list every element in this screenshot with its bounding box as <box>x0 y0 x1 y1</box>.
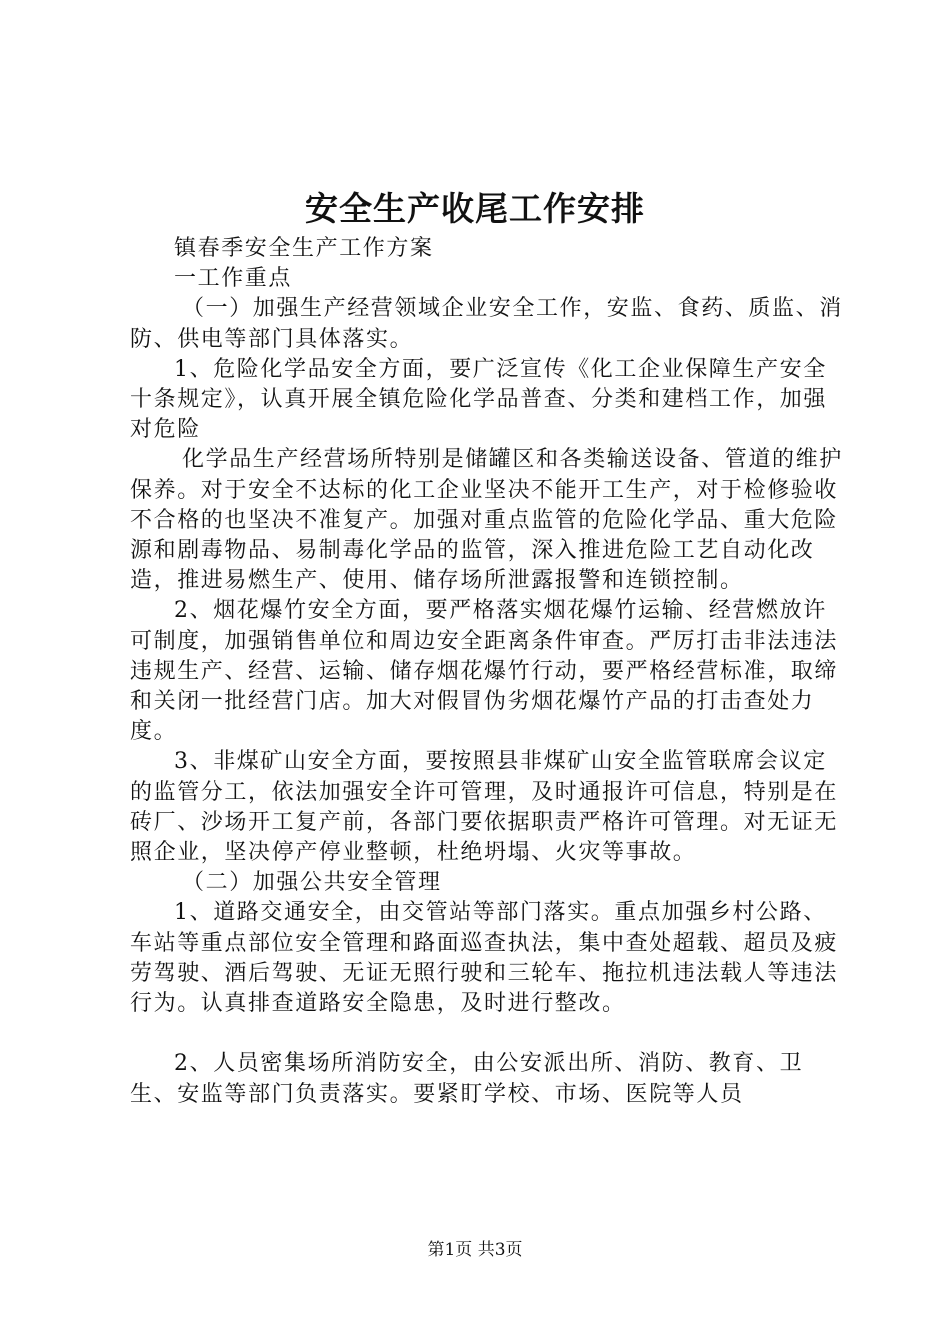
paragraph-fireworks: 2、烟花爆竹安全方面，要严格落实烟花爆竹运输、经营燃放许可制度，加强销售单位和周边安全距离条件审查。严厉打击非法违法违规生产、经营、运输、储存烟花爆竹行动，要严格经营标准，取缔和关闭一批经营门店。加大对假冒伪劣烟花爆竹产品的打击查处力度。 <box>130 598 839 745</box>
paragraph-road-traffic: 1、道路交通安全，由交管站等部门落实。重点加强乡村公路、车站等重点部位安全管理和路面巡查执法，集中查处超载、超员及疲劳驾驶、酒后驾驶、无证无照行驶和三轮车、拖拉机违法载人等违法行为。认真排查道路安全隐患，及时进行整改。 <box>130 900 839 1017</box>
paragraph-non-coal-mines: 3、非煤矿山安全方面，要按照县非煤矿山安全监管联席会议定的监管分工，依法加强安全许可管理，及时通报许可信息，特别是在砖厂、沙场开工复产前，各部门要依据职责严格许可管理。对无证无照企业，坚决停产停业整顿，杜绝坍塌、火灾等事故。 <box>130 749 839 866</box>
document-title: 安全生产收尾工作安排 <box>305 189 645 228</box>
paragraph-section-one: （一）加强生产经营领域企业安全工作，安监、食药、质监、消防、供电等部门具体落实。 <box>130 296 843 352</box>
paragraph-chemical-storage: 化学品生产经营场所特别是储罐区和各类输送设备、管道的维护保养。对于安全不达标的化工企业坚决不能开工生产，对于检修验收不合格的也坚决不准复产。加强对重点监管的危险化学品、重大危险源和剧毒物品、易制毒化学品的监管，深入推进危险工艺自动化改造，推进易燃生产、使用、储存场所泄露报警和连锁控制。 <box>130 447 843 594</box>
paragraph-spacer <box>130 1019 850 1049</box>
paragraph-section-two: （二）加强公共安全管理 <box>182 870 442 896</box>
paragraph-hazardous-chemicals: 1、危险化学品安全方面，要广泛宣传《化工企业保障生产安全十条规定》，认真开展全镇危险化学品普查、分类和建档工作，加强对危险 <box>130 356 828 443</box>
page-number: 第1页 共3页 <box>427 1240 523 1260</box>
paragraph-crowded-places: 2、人员密集场所消防安全，由公安派出所、消防、教育、卫生、安监等部门负责落实。要紧盯学校、市场、医院等人员 <box>130 1051 804 1107</box>
document-body <box>130 234 850 1110</box>
paragraph-heading-work-focus: 一工作重点 <box>174 266 293 292</box>
paragraph-subtitle: 镇春季安全生产工作方案 <box>174 236 434 261</box>
